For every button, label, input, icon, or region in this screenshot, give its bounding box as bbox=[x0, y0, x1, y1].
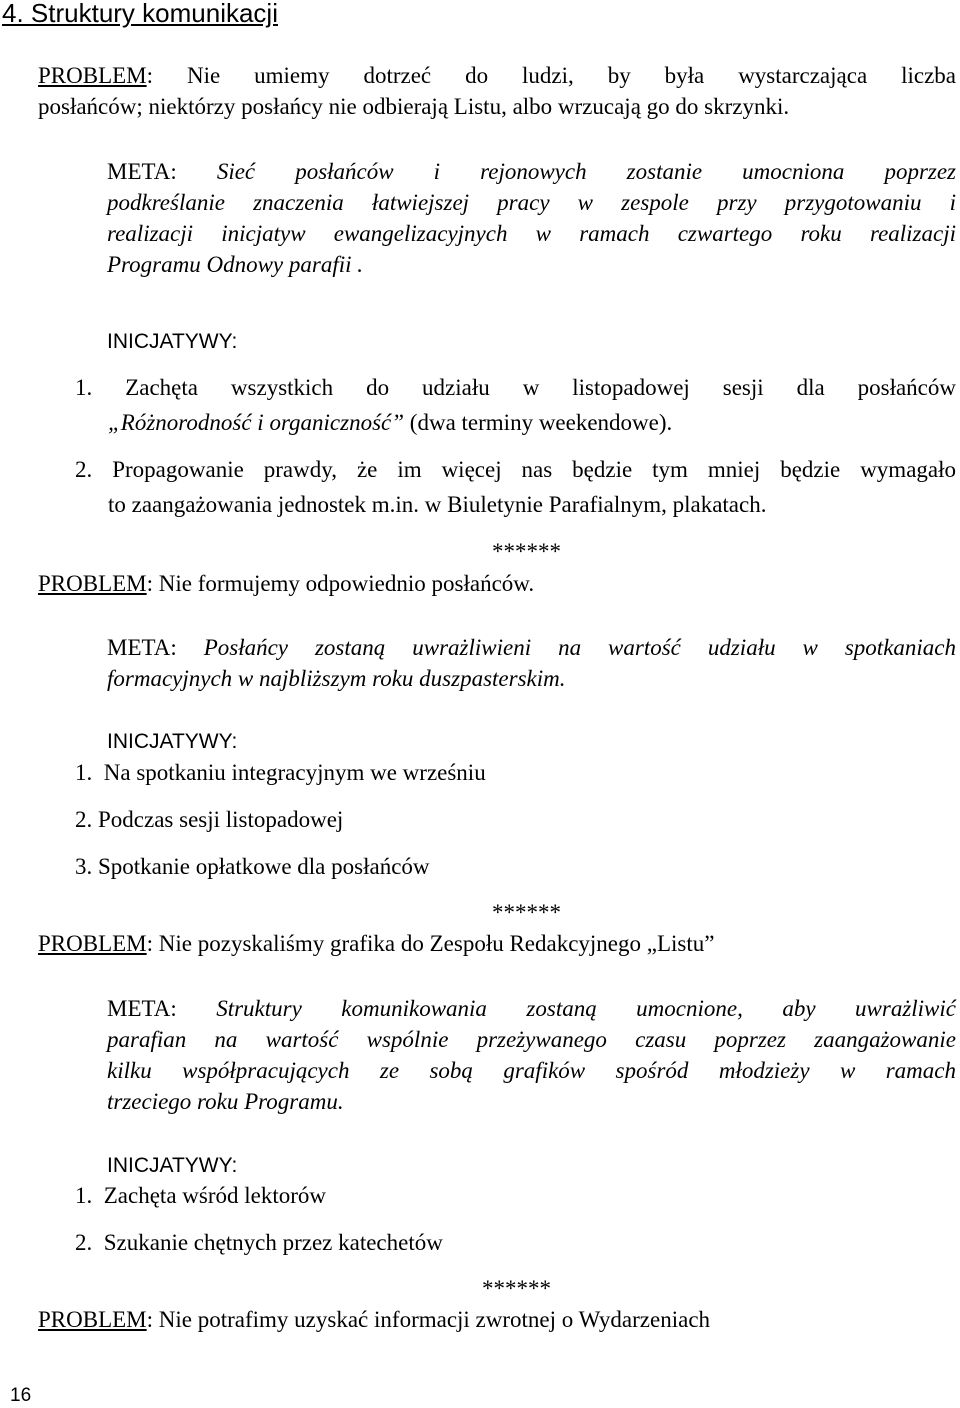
problem-3: PROBLEM: Nie pozyskaliśmy grafika do Zespołu Redakcyjnego „Listu” bbox=[38, 931, 715, 956]
problem-label: PROBLEM bbox=[38, 931, 147, 956]
meta-2: META: Posłańcy zostaną uwrażliwieni na wartość udziału w spotkaniach formacyjnych w najbliższym roku duszpasterskim. bbox=[107, 635, 957, 691]
page-number: 16 bbox=[10, 1385, 32, 1406]
problem-label: PROBLEM bbox=[38, 63, 147, 88]
initiative-2-3: 3. Spotkanie opłatkowe dla posłańców bbox=[75, 854, 430, 879]
problem-1: PROBLEM: Nie umiemy dotrzeć do ludzi, by była wystarczająca liczba posłańców; niektórzy posłańcy nie odbierają Listu, albo wrzucają go do skrzynki. bbox=[38, 63, 957, 119]
separator: ****** bbox=[492, 900, 561, 925]
separator: ****** bbox=[482, 1276, 551, 1301]
meta-label: META bbox=[107, 996, 171, 1021]
initiative-2-1: 1. Na spotkaniu integracyjnym we wrześniu bbox=[75, 760, 486, 785]
initiative-3-1: 1. Zachęta wśród lektorów bbox=[75, 1183, 327, 1208]
problem-label: PROBLEM bbox=[38, 571, 147, 596]
initiatives-label-1: INICJATYWY: bbox=[107, 330, 238, 353]
initiative-1-1: 1. Zachęta wszystkich do udziału w listopadowej sesji dla posłańców „Różnorodność i organiczność” (dwa terminy weekendowe). bbox=[75, 375, 956, 435]
problem-4: PROBLEM: Nie potrafimy uzyskać informacji zwrotnej o Wydarzeniach bbox=[38, 1307, 711, 1332]
initiative-2-2: 2. Podczas sesji listopadowej bbox=[75, 807, 344, 832]
initiative-1-2: 2. Propagowanie prawdy, że im więcej nas będzie tym mniej będzie wymagało to zaangażowania jednostek m.in. w Biuletynie Parafialnym, plakatach. bbox=[75, 457, 957, 517]
initiatives-label-2: INICJATYWY: bbox=[107, 730, 238, 753]
problem-2: PROBLEM: Nie formujemy odpowiednio posłańców. bbox=[38, 571, 535, 596]
meta-label: META bbox=[107, 635, 171, 660]
meta-label: META bbox=[107, 159, 171, 184]
meta-1: META: Sieć posłańców i rejonowych zostanie umocniona poprzez podkreślanie znaczenia łatwiejszej pracy w zespole przy przygotowaniu i realizacji inicjatyw ewangelizacyjnych w ramach czwartego roku realizacji Programu Odnowy parafii . bbox=[107, 159, 957, 277]
initiatives-label-3: INICJATYWY: bbox=[107, 1154, 238, 1177]
initiative-3-2: 2. Szukanie chętnych przez katechetów bbox=[75, 1230, 443, 1255]
problem-label: PROBLEM bbox=[38, 1307, 147, 1332]
section-heading: 4. Struktury komunikacji bbox=[2, 0, 278, 28]
separator: ****** bbox=[492, 539, 561, 564]
meta-3: META: Struktury komunikowania zostaną umocnione, aby uwrażliwić parafian na wartość wspólnie przeżywanego czasu poprzez zaangażowanie kilku współpracujących ze sobą grafików spośród młodzieży w ramach trzeciego roku Programu. bbox=[107, 996, 956, 1114]
